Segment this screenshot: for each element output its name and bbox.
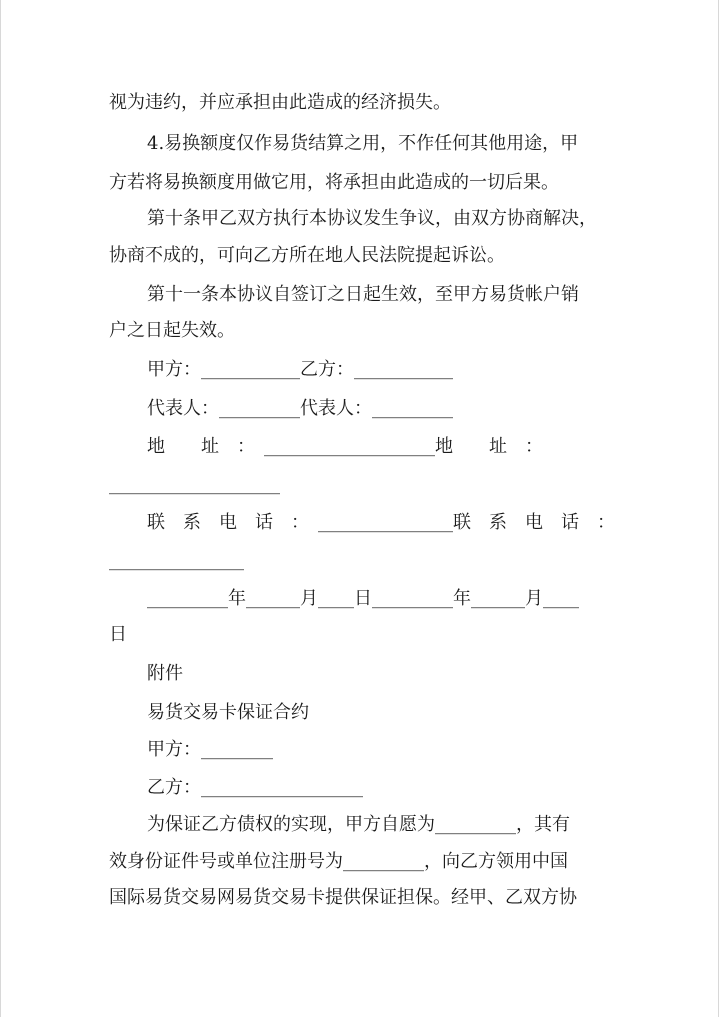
guarantee-line-2: 效身份证件号或单位注册号为_________，向乙方领用中国 [109,851,568,872]
guarantee-line-3: 国际易货交易网易货交易卡提供保证担保。经甲、乙双方协 [109,887,577,908]
address-blank-line: ___________________ [109,474,280,495]
attachment-party-a: 甲方：________ [147,739,273,760]
date-line: _________年______月____日_________年______月____ [147,588,579,609]
attachment-title: 易货交易卡保证合约 [147,702,309,723]
article-10-line-2: 协商不成的，可向乙方所在地人民法院提起诉讼。 [109,245,505,266]
party-signature-line: 甲方：___________乙方：___________ [147,359,453,380]
attachment-heading: 附件 [147,663,183,684]
article-10-line-1: 第十条甲乙双方执行本协议发生争议，由双方协商解决， [147,208,597,229]
article-11-line-2: 户之日起失效。 [109,320,235,341]
phone-blank-line: _______________ [109,550,244,571]
clause-4-line-1: 4.易换额度仅作易货结算之用，不作任何其他用途，甲 [147,133,579,154]
address-line: 地 址 ： ___________________地 址 ： [147,436,543,457]
clause-4-line-2: 方若将易换额度用做它用，将承担由此造成的一切后果。 [109,172,559,193]
article-11-line-1: 第十一条本协议自签订之日起生效，至甲方易货帐户销 [147,284,579,305]
date-line-end: 日 [109,624,127,645]
text-line-1: 视为违约，并应承担由此造成的经济损失。 [109,92,451,113]
guarantee-line-1: 为保证乙方债权的实现，甲方自愿为_________，其有 [147,814,570,835]
phone-line: 联 系 电 话 ： _______________联 系 电 话 ： [147,512,615,533]
attachment-party-b: 乙方：__________________ [147,777,363,798]
representative-line: 代表人：_________代表人：_________ [147,398,453,419]
